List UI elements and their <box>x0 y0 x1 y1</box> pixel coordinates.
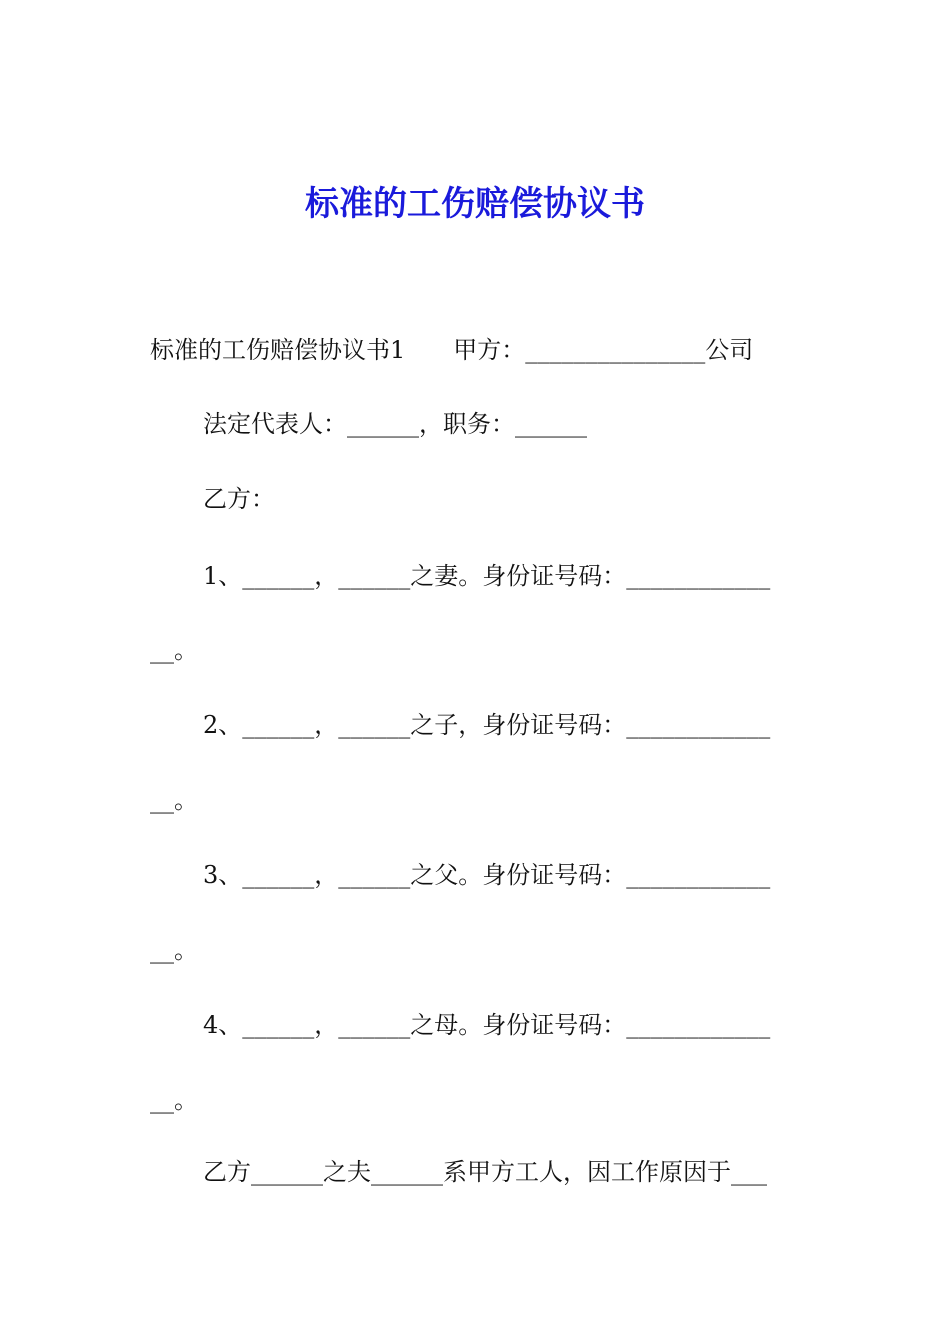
list-item-father-continued: __。 <box>150 936 198 964</box>
paragraph-party-b: 乙方： <box>203 485 275 513</box>
list-item-son: 2、______，______之子，身份证号码：____________ <box>203 711 771 739</box>
list-item-son-continued: __。 <box>150 786 198 814</box>
list-item-wife-continued: __。 <box>150 636 198 664</box>
list-item-wife: 1、______，______之妻。身份证号码：____________ <box>203 562 771 590</box>
list-item-father: 3、______，______之父。身份证号码：____________ <box>203 861 771 889</box>
page-title: 标准的工伤赔偿协议书 <box>305 184 645 224</box>
list-item-mother-continued: __。 <box>150 1086 198 1114</box>
paragraph-legal-representative: 法定代表人：______，职务：______ <box>203 410 587 438</box>
paragraph-incident: 乙方______之夫______系甲方工人，因工作原因于___ <box>203 1158 767 1186</box>
paragraph-heading-party-a: 标准的工伤赔偿协议书1 甲方：_______________公司 <box>150 336 754 364</box>
list-item-mother: 4、______，______之母。身份证号码：____________ <box>203 1011 771 1039</box>
